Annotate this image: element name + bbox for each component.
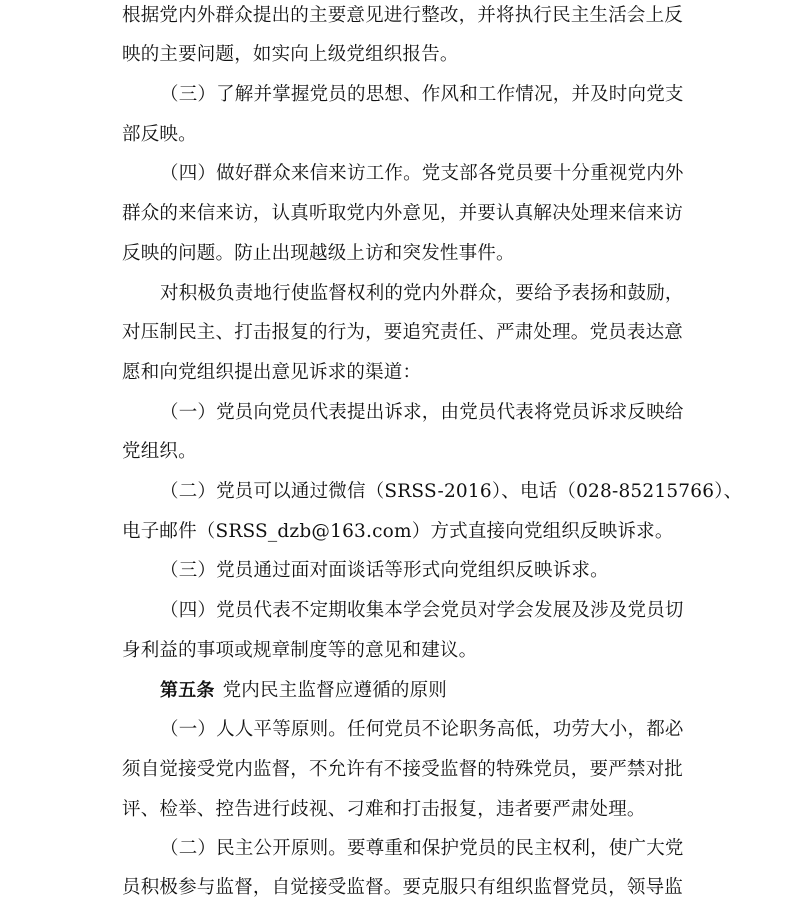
article-number: 第五条 [160,680,215,701]
text-line: （三）党员通过面对面谈话等形式向党组织反映诉求。 [160,560,609,581]
text-line: 根据党内外群众提出的主要意见进行整改，并将执行民主生活会上反 [122,5,684,26]
text-line: 对积极负责地行使监督权利的党内外群众，要给予表扬和鼓励， [160,283,684,304]
text-line: （四）党员代表不定期收集本学会党员对学会发展及涉及党员切 [160,600,684,621]
text-line: （二）党员可以通过微信（SRSS-2016）、电话（028-85215766）、 [160,481,743,502]
text-line: 群众的来信来访，认真听取党内外意见，并要认真解决处理来信来访 [122,203,684,224]
text-line: 员积极参与监督，自觉接受监督。要克服只有组织监督党员，领导监 [122,877,684,898]
text-line: 映的主要问题，如实向上级党组织报告。 [122,44,459,65]
article-title: 党内民主监督应遵循的原则 [222,680,448,701]
text-line: 身利益的事项或规章制度等的意见和建议。 [122,640,478,661]
text-line: 电子邮件（SRSS_dzb@163.com）方式直接向党组织反映诉求。 [122,521,674,542]
text-line: 部反映。 [122,124,197,145]
text-line: 评、检举、控告进行歧视、刁难和打击报复，违者要严肃处理。 [122,799,646,820]
text-line: （二）民主公开原则。要尊重和保护党员的民主权利，使广大党 [160,838,684,859]
text-line: （一）党员向党员代表提出诉求，由党员代表将党员诉求反映给 [160,402,684,423]
text-line: （四）做好群众来信来访工作。党支部各党员要十分重视党内外 [160,163,684,184]
article-heading [160,671,682,711]
text-line: 愿和向党组织提出意见诉求的渠道： [122,362,422,383]
text-line: 反映的问题。防止出现越级上访和突发性事件。 [122,243,515,264]
text-line: （三）了解并掌握党员的思想、作风和工作情况，并及时向党支 [160,84,684,105]
text-line: 须自觉接受党内监督，不允许有不接受监督的特殊党员，要严禁对批 [122,759,684,780]
text-line: （一）人人平等原则。任何党员不论职务高低，功劳大小，都必 [160,719,684,740]
text-line: 对压制民主、打击报复的行为，要追究责任、严肃处理。党员表达意 [122,322,684,343]
text-line: 党组织。 [122,441,197,462]
